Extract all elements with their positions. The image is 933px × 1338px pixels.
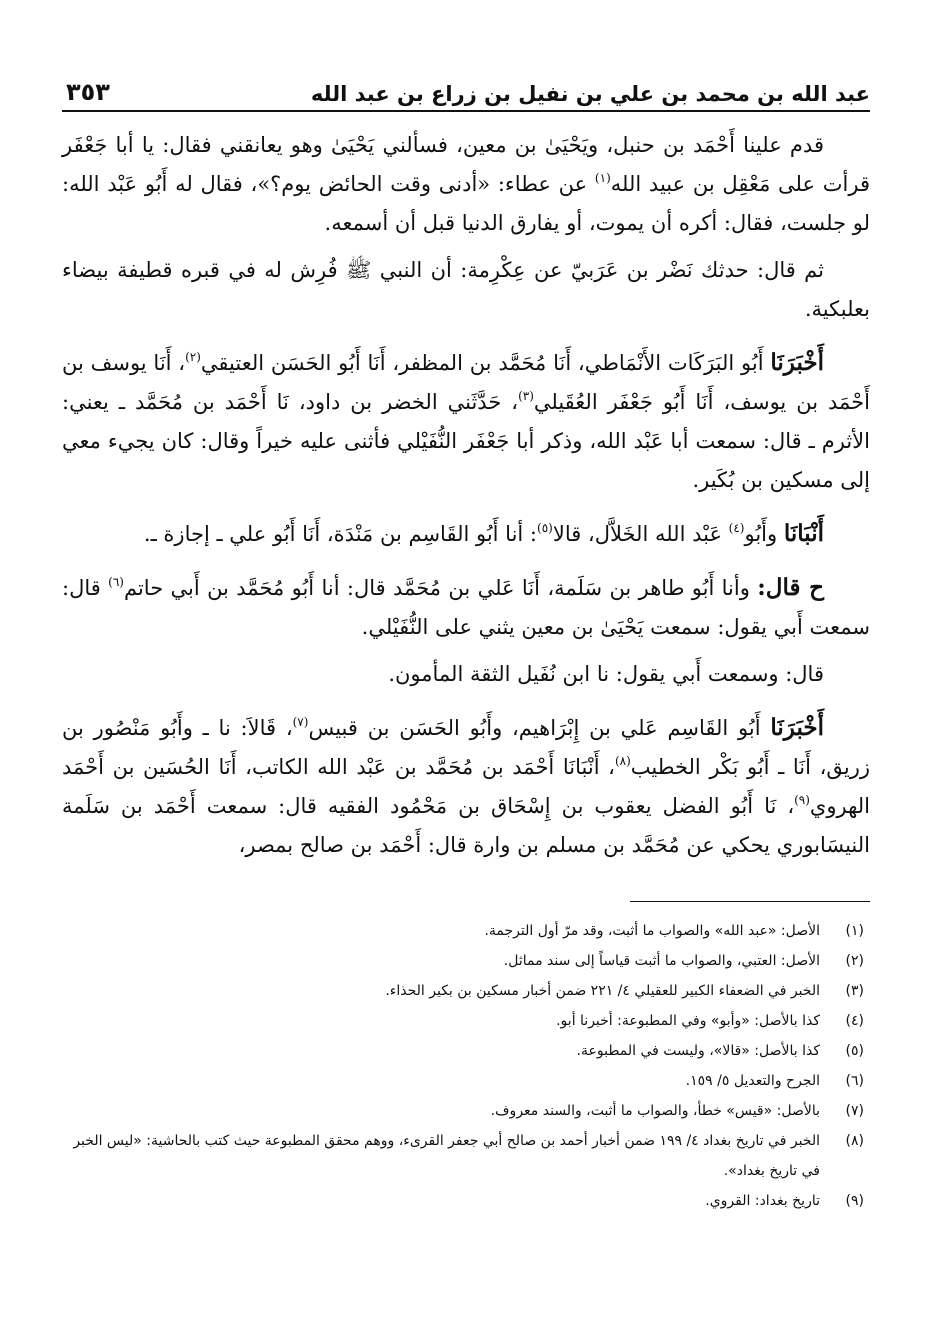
footnote-number: (٤) [845,1013,864,1029]
footnote-number: (٦) [845,1073,864,1089]
footnote-item [62,946,864,976]
text-segment: ، حَدَّثَني الخضر بن داود، نَا أَحْمَد بن مُحَمَّد ـ يعني: الأثرم ـ قال: سمعت أبا عَبْد الله، وذكر أبا جَعْفَر النُّفَيْلي فأثنى عليه خيراً وقال: كان يجيء معي إلى مسكين بن بُكَير. [62,390,870,492]
text-segment: قال: وسمعت أَبي يقول: نا ابن نُفَيل الثقة المأمون. [388,662,824,686]
footnote-item [62,1066,864,1096]
paragraph [62,251,870,329]
footnote-text: الخبر في الضعفاء الكبير للعقيلي ٤/ ٢٢١ ضمن أخبار مسكين بن بكير الحذاء. [385,983,820,999]
footnote-item [62,1036,864,1066]
footnote-item [62,916,864,946]
footnote-text: كذا بالأصل: «قالا»، وليست في المطبوعة. [576,1043,820,1059]
paragraph-lead-word: أَنْبَانَا [783,520,824,547]
paragraph [62,514,870,554]
footnote-ref: (٣) [518,389,534,403]
footnote-separator [630,901,870,902]
paragraph-lead-word: أَخْبَرَنَا [770,714,825,741]
footnote-text: الجرح والتعديل ٥/ ١٥٩. [685,1073,820,1089]
footnote-text: تاريخ بغداد: القروي. [705,1193,820,1209]
footnote-ref: (٢) [185,350,201,364]
footnote-ref: (٦) [108,575,124,589]
footnote-text: الخبر في تاريخ بغداد ٤/ ١٩٩ ضمن أخبار أحمد بن صالح أبي جعفر القرىء، ووهم محقق المطبوعة حيث كتب بالحاشية: «ليس الخبر في تاريخ بغداد». [73,1133,820,1179]
footnote-number: (٢) [845,953,864,969]
paragraph [62,708,870,865]
text-segment: ثم قال: حدثك نَضْر بن عَرَبيّ عن عِكْرِمة: أن النبي ﷺ فُرِش له في قبره قطيفة بيضاء بعلبكية. [62,258,870,321]
paragraph-lead-word: أَخْبَرَنَا [770,349,824,376]
text-segment: : أنا أَبُو القَاسِم بن مَنْدَة، أَنَا أَبُو علي ـ إجازة ـ. [143,522,538,546]
footnote-ref: (٩) [794,793,810,807]
page-number: ٣٥٣ [66,78,110,106]
text-segment: ، نَا أَبُو الفضل يعقوب بن إِسْحَاق بن مَحْمُود الفقيه قال: سمعت أَحْمَد بن سَلَمة النيسَابوري يحكي عن مُحَمَّد بن مسلم بن وارة قال: أَحْمَد بن صالح بمصر، [62,794,870,857]
footnotes [62,916,870,1216]
text-segment: أَبُو القَاسِم عَلي بن إِبْرَاهيم، وأَبُو الحَسَن بن قبيس [308,716,771,740]
paragraph [62,655,870,694]
footnote-item [62,976,864,1006]
running-title: عبد الله بن محمد بن علي بن نفيل بن زراع بن عبد الله [310,82,870,106]
paragraph-lead-word: ح قال: [757,574,824,601]
footnote-ref: (٥) [537,521,553,535]
footnote-number: (٩) [845,1193,864,1209]
text-segment: أَبُو البَرَكَات الأَنْمَاطي، أَنَا مُحَمَّد بن المظفر، أَنَا أَبُو الحَسَن العتيقي [200,351,771,375]
paragraph [62,126,870,243]
footnote-item [62,1006,864,1036]
footnote-item [62,1096,864,1126]
text-segment: ، قَالاَ: نا ـ وأَبُو مَنْصُور بن زريق، أَنَا ـ أَبُو بَكْر الخطيب [62,716,871,779]
book-page [62,66,870,1216]
text-segment: وأَبُو [744,522,784,546]
footnote-text: الأصل: العتبي، والصواب ما أثبت قياساً إلى سند مماثل. [503,953,820,969]
footnote-number: (٨) [845,1133,864,1149]
footnote-ref: (٤) [728,521,745,535]
footnote-number: (١) [845,923,864,939]
footnote-ref: (٧) [292,715,309,729]
footnote-ref: (١) [594,171,611,185]
main-text [62,126,870,865]
text-segment: عَبْد الله الخَلاَّل، قالا [552,522,729,546]
footnote-number: (٣) [845,983,864,999]
running-header [62,66,870,112]
footnote-number: (٧) [845,1103,864,1119]
text-segment: قال: سمعت أَبي يقول: سمعت يَحْيَىٰ بن معين يثني على النُّفَيْلي. [62,576,870,639]
paragraph [62,568,870,647]
text-segment: ، أَنَا يوسف بن أَحْمَد بن يوسف، أَنَا أَبُو جَعْفَر العُقَيلي [62,351,870,414]
paragraph [62,343,870,500]
footnote-text: بالأصل: «قيس» خطأ، والصواب ما أثبت، والسند معروف. [490,1103,820,1119]
footnote-number: (٥) [845,1043,864,1059]
footnote-text: كذا بالأصل: «وأبو» وفي المطبوعة: أخبرنا أبو. [556,1013,820,1029]
text-segment: عن عطاء: «أدنى وقت الحائض يوم؟»، فقال له أَبُو عَبْد الله: لو جلست، فقال: أكره أن يموت، أو يفارق الدنيا قبل أن أسمعه. [62,172,870,235]
footnote-ref: (٨) [614,754,631,768]
footnote-text: الأصل: «عبد الله» والصواب ما أثبت، وقد مرّ أول الترجمة. [484,923,820,939]
text-segment: ، أَنْبَانَا أَحْمَد بن مُحَمَّد بن عَبْد الله الكاتب، أَنَا الحُسَين بن أَحْمَد الهروي [62,755,870,818]
text-segment: قدم علينا أَحْمَد بن حنبل، ويَحْيَىٰ بن معين، فسألني يَحْيَىٰ وهو يعانقني فقال: يا أبا جَعْفَر قرأت على مَعْقِل بن عبيد الله [62,133,870,196]
text-segment: وأنا أَبُو طاهر بن سَلَمة، أَنَا عَلي بن مُحَمَّد قال: أنا أَبُو مُحَمَّد بن أَبي حاتم [123,576,758,600]
footnote-item [62,1126,864,1186]
footnote-item [62,1186,864,1216]
